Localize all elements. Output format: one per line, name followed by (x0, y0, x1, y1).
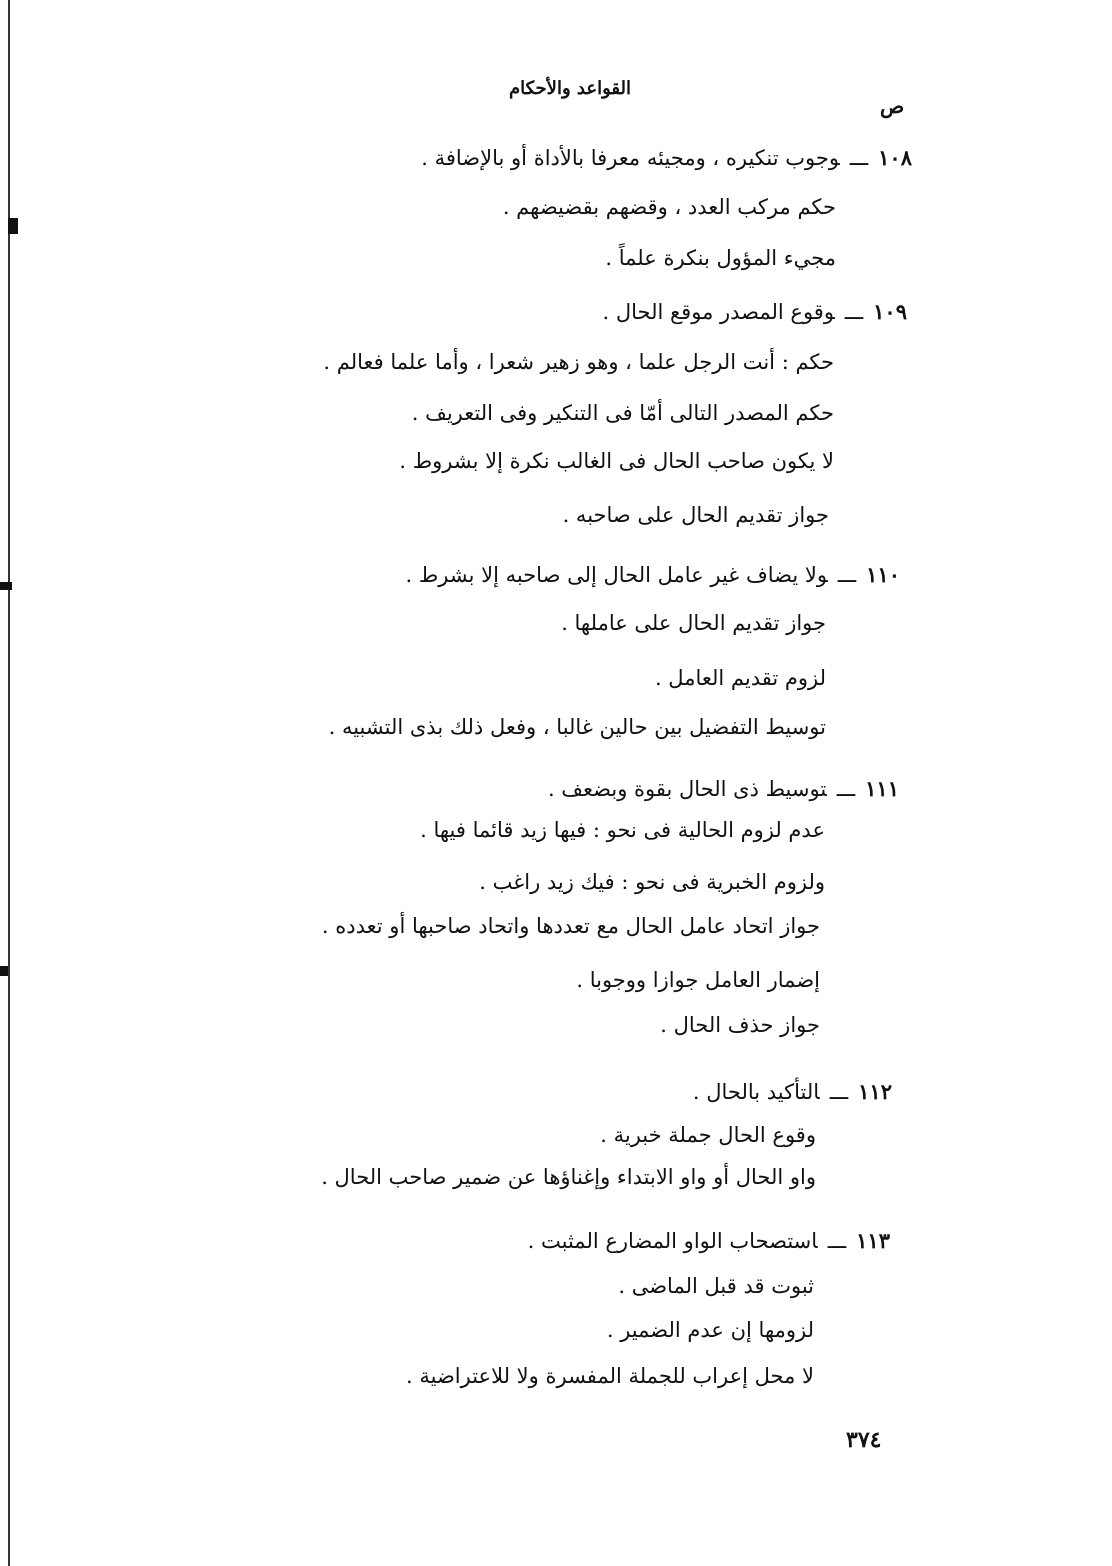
list-item: جواز حذف الحال . (660, 1013, 820, 1037)
section-heading: ١١٠ـــولا يضاف غير عامل الحال إلى صاحبه إلا بشرط . (405, 562, 900, 587)
running-header-title: القواعد والأحكام (508, 78, 631, 99)
list-item: جواز اتحاد عامل الحال مع تعددها واتحاد صاحبها أو تعدده . (321, 914, 820, 938)
list-item: لا يكون صاحب الحال فى الغالب نكرة إلا بشروط . (399, 449, 834, 473)
list-item: واو الحال أو واو الابتداء وإغناؤها عن ضمير صاحب الحال . (321, 1165, 816, 1189)
section-heading: ١١٢ـــالتأكيد بالحال . (692, 1079, 892, 1104)
list-item: إضمار العامل جوازا ووجوبا . (576, 968, 820, 992)
page-column-label: ص (880, 94, 905, 118)
section-number: ١١٣ (856, 1228, 890, 1253)
list-item: لزوم تقديم العامل . (654, 666, 826, 690)
section-heading: ١٠٨ـــوجوب تنكيره ، ومجيئه معرفا بالأداة أو بالإضافة . (421, 145, 912, 170)
margin-mark (0, 582, 12, 590)
list-item: ولزوم الخبرية فى نحو : فيك زيد راغب . (479, 870, 825, 894)
section-title: ولا يضاف غير عامل الحال إلى صاحبه إلا بشرط . (405, 563, 828, 587)
list-item: حكم : أنت الرجل علما ، وهو زهير شعرا ، وأما علما فعالم . (323, 350, 834, 374)
list-item: عدم لزوم الحالية فى نحو : فيها زيد قائما فيها . (420, 818, 825, 842)
section-heading: ١١١ـــتوسيط ذى الحال بقوة وبضعف . (547, 776, 899, 801)
list-item: مجيء المؤول بنكرة علماً . (605, 246, 836, 270)
list-item: جواز تقديم الحال على صاحبه . (562, 503, 829, 527)
section-number: ١٠٩ (873, 299, 907, 324)
section-number: ١٠٨ (878, 145, 912, 170)
section-title: وقوع المصدر موقع الحال . (602, 300, 835, 324)
section-heading: ١١٣ـــاستصحاب الواو المضارع المثبت . (527, 1228, 890, 1253)
page-number: ٣٧٤ (846, 1427, 882, 1453)
section-heading: ١٠٩ـــوقوع المصدر موقع الحال . (602, 299, 907, 324)
list-item: لا محل إعراب للجملة المفسرة ولا للاعتراضية . (406, 1364, 814, 1388)
section-title: التأكيد بالحال . (692, 1080, 820, 1104)
list-item: حكم مركب العدد ، وقضهم بقضيضهم . (502, 195, 836, 219)
margin-mark (0, 966, 8, 976)
section-title: توسيط ذى الحال بقوة وبضعف . (547, 777, 827, 801)
list-item: توسيط التفضيل بين حالين غالبا ، وفعل ذلك بذى التشبيه . (328, 715, 826, 739)
section-title: استصحاب الواو المضارع المثبت . (527, 1229, 818, 1253)
margin-mark (8, 218, 18, 234)
list-item: لزومها إن عدم الضمير . (606, 1318, 814, 1342)
section-number: ١١٠ (866, 562, 900, 587)
list-item: حكم المصدر التالى أمّا فى التنكير وفى التعريف . (411, 401, 834, 425)
list-item: جواز تقديم الحال على عاملها . (561, 611, 826, 635)
scan-edge-line (8, 0, 10, 1566)
list-item: ثبوت قد قبل الماضى . (618, 1274, 814, 1298)
section-number: ١١١ (865, 776, 899, 801)
section-title: وجوب تنكيره ، ومجيئه معرفا بالأداة أو بالإضافة . (421, 146, 840, 170)
list-item: وقوع الحال جملة خبرية . (600, 1123, 816, 1147)
section-number: ١١٢ (858, 1079, 892, 1104)
